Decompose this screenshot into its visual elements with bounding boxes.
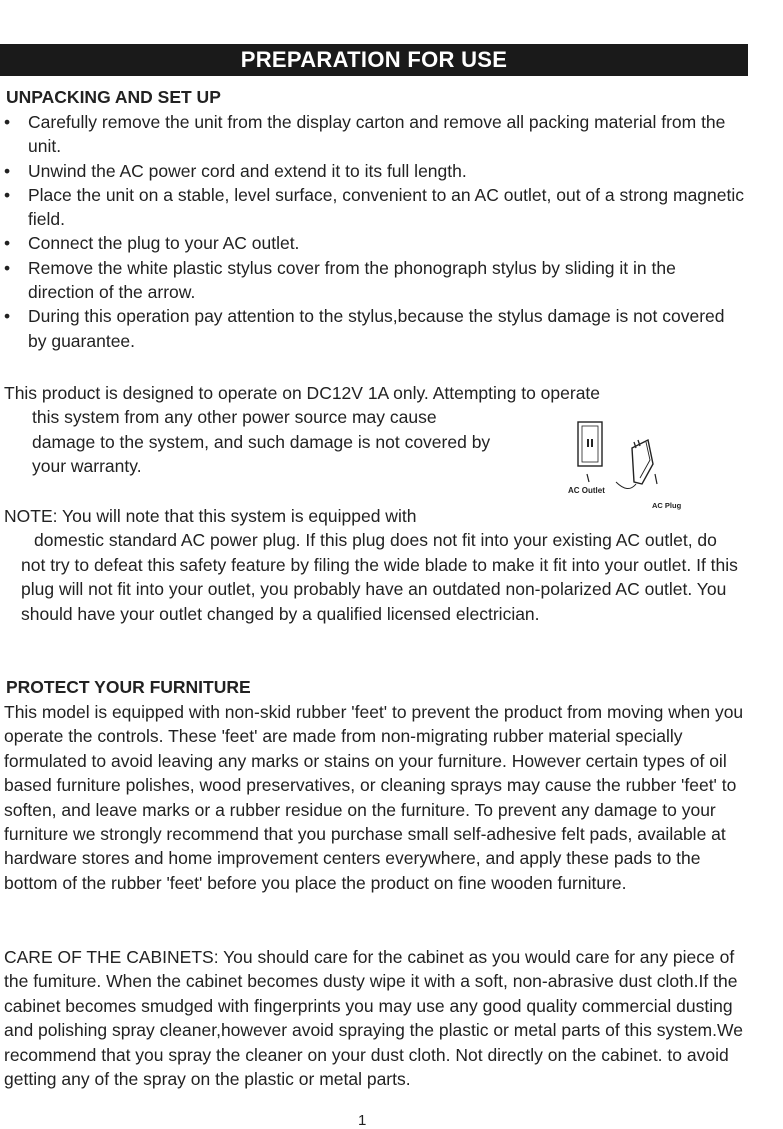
list-item: • Connect the plug to your AC outlet. — [4, 231, 744, 255]
power-line: This product is designed to operate on DC12V 1A only. Attempting to operate — [4, 383, 601, 403]
page-number: 1 — [358, 1112, 367, 1129]
ac-plug-icon — [616, 440, 653, 489]
list-item: • During this operation pay attention to the stylus,because the stylus damage is not covered by guarantee. — [4, 304, 744, 353]
outlet-label: AC Outlet — [568, 486, 605, 495]
plug-label: AC Plug — [652, 501, 682, 510]
power-line: your warranty. — [32, 456, 142, 477]
list-item: • Place the unit on a stable, level surface, convenient to an AC outlet, out of a strong magnetic field. — [4, 183, 744, 232]
furniture-heading: PROTECT YOUR FURNITURE — [6, 677, 251, 697]
unpacking-heading: UNPACKING AND SET UP — [6, 87, 221, 107]
ac-outlet-icon — [578, 422, 602, 466]
section-banner: PREPARATION FOR USE — [0, 44, 748, 76]
note-body: domestic standard AC power plug. If this plug does not fit into your existing AC outlet, do not try to defeat this safety feature by filing the wide blade to make it fit into your outlet. If this plug will not fit into your outlet, you probably have an outdated non-polarized AC outlet. You should have your outlet changed by a qualified licensed electrician. — [21, 530, 738, 624]
note-first-line: NOTE: You will note that this system is equipped with — [4, 506, 417, 526]
power-line: damage to the system, and such damage is not covered by — [32, 431, 491, 452]
furniture-body: This model is equipped with non-skid rubber 'feet' to prevent the product from moving when you operate the controls. These 'feet' are made from non-migrating rubber material specially formulated to avoid leaving any marks or stains on your furniture. However certain types of oil based furniture polishes, wood preservatives, or cleaning sprays may cause the rubber 'feet' to soften, and leave marks or a rubber residue on the furniture. To prevent any damage to your furniture we strongly recommend that you purchase small self-adhesive felt pads, available at hardware stores and home improvement centers everywhere, and apply these pads to the bottom of the rubber 'feet' before you place the product on fine wooden furniture. — [4, 702, 744, 893]
ac-adapter-illustration — [560, 412, 700, 512]
power-line: this system from any other power source may cause — [32, 407, 437, 428]
cabinet-care-body: CARE OF THE CABINETS: You should care for the cabinet as you would care for any piece of the fumiture. When the cabinet becomes dusty wipe it with a soft, non-abrasive dust cloth.If the cabinet becomes smudged with fingerprints you may use any good quality commercial dusting and polishing spray cleaner,however avoid spraying the plastic or metal parts of this system.We recommend that you spray the cleaner on your dust cloth. Not directly on the cabinet. to avoid getting any of the spray on the plastic or metal parts. — [4, 947, 743, 1090]
list-item: • Carefully remove the unit from the display carton and remove all packing material from the unit. — [4, 110, 744, 159]
list-item: • Remove the white plastic stylus cover from the phonograph stylus by sliding it in the direction of the arrow. — [4, 256, 744, 305]
unpacking-list — [4, 110, 744, 353]
note-paragraph — [4, 504, 746, 626]
list-item: • Unwind the AC power cord and extend it to its full length. — [4, 159, 744, 183]
